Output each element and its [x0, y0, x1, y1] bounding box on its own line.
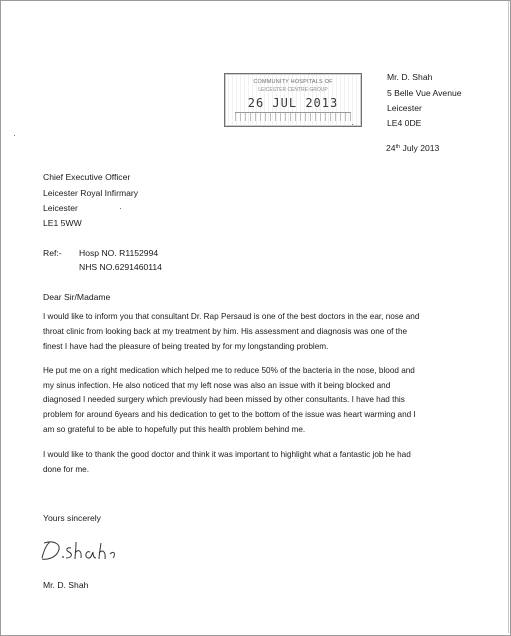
paragraph-2-line: am so grateful to be able to hopefully put this health problem behind me. [43, 425, 306, 434]
sender-city: Leicester [387, 103, 422, 113]
paragraph-2-line: problem for around 6years and his dedication to get to the bottom of the issue was heart warming and I [43, 410, 416, 419]
salutation: Dear Sir/Madame [43, 292, 111, 302]
nhs-number: NHS NO.6291460114 [79, 262, 162, 272]
scan-speck [120, 208, 121, 209]
paragraph-1-line: I would like to inform you that consultant Dr. Rap Persaud is one of the best doctors in the ear, nose and [43, 312, 420, 321]
paragraph-3-line: I would like to thank the good doctor and think it was important to highlight what a fantastic job he had [43, 450, 411, 459]
stamp-date: 26 JUL 2013 [247, 96, 339, 110]
letter-date: 24th July 2013 [386, 143, 440, 153]
recipient-org: Leicester Royal Infirmary [43, 188, 139, 198]
handwritten-signature [38, 538, 122, 564]
scan-speck [14, 135, 15, 136]
hospital-number: Hosp NO. R1152994 [79, 248, 159, 258]
closing: Yours sincerely [43, 513, 101, 523]
recipient-postcode: LE1 5WW [43, 218, 82, 228]
paragraph-1-line: throat clinic from looking back at my treatment by him. His assessment and diagnosis was one of the [43, 327, 408, 336]
paragraph-2-line: my sinus infection. He also noticed that my left nose was also an issue with it being blocked and [43, 381, 391, 390]
reference-label: Ref:- [43, 248, 62, 258]
page-edge [508, 1, 509, 633]
sender-postcode: LE4 0DE [387, 118, 422, 128]
paragraph-2-line: diagnosed I needed surgery which previously had been missed by other consultants. I have had this [43, 395, 405, 404]
received-stamp [224, 73, 362, 127]
paragraph-3-line: done for me. [43, 465, 89, 474]
scan-speck [352, 124, 353, 125]
sender-street: 5 Belle Vue Avenue [387, 88, 462, 98]
signature-name: Mr. D. Shah [43, 580, 89, 590]
paragraph-2-line: He put me on a right medication which helped me to reduce 50% of the bacteria in the nose, blood and [43, 366, 415, 375]
sender-name: Mr. D. Shah [387, 72, 433, 82]
paragraph-1-line: finest I have had the pleasure of being treated by for my longstanding problem. [43, 342, 329, 351]
stamp-subheader: LEICESTER CENTRE GROUP [258, 87, 328, 93]
stamp-bar [235, 112, 351, 121]
recipient-title: Chief Executive Officer [43, 172, 131, 182]
stamp-header: COMMUNITY HOSPITALS OF [253, 79, 333, 85]
recipient-city: Leicester [43, 203, 78, 213]
